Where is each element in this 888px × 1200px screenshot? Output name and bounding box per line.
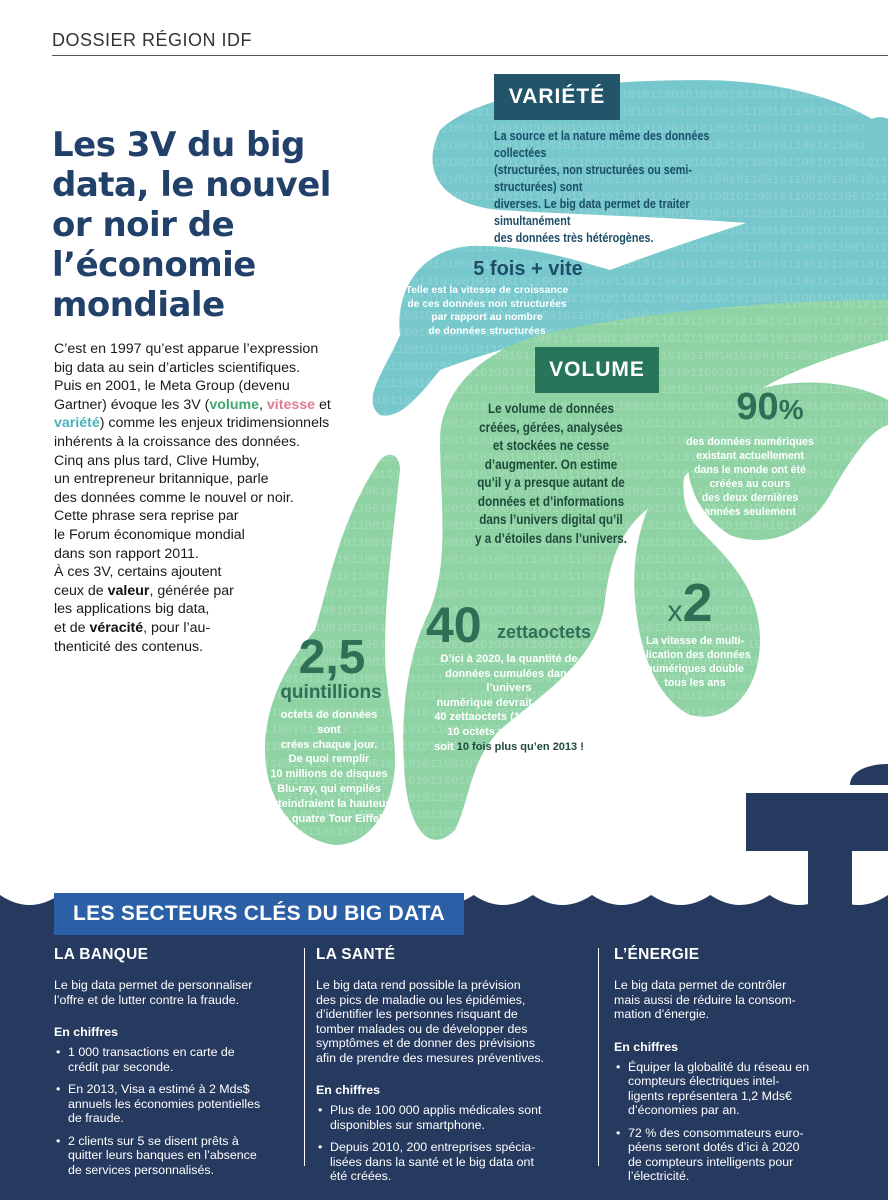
- intro-part-1: C’est en 1997 qu’est apparue l’expression big data au sein d’articles scientifiques. Puis en 2001, le Meta Group (devenu Gartner) évoque les 3V (: [54, 341, 319, 413]
- stat-25-number: 2,5: [298, 631, 366, 684]
- sector-energie-title: L’ÉNERGIE: [614, 946, 700, 963]
- keyword-volume: volume: [209, 396, 260, 413]
- list-item: • Depuis 2010, 200 entreprises spécia- lisées dans la santé et le big data ont été créées.: [316, 1140, 586, 1184]
- stat-90-number: [700, 386, 840, 429]
- stat-90-unit: %: [778, 394, 804, 425]
- stat-40-unit: zettaoctets: [497, 622, 592, 642]
- vitesse-title: 5 fois + vite: [473, 258, 583, 280]
- stat-x2-number: [640, 572, 740, 634]
- sector-energie-numbers-label: En chiffres: [614, 1039, 679, 1054]
- intro-sep-2: et: [318, 396, 331, 413]
- stat-x2-value: 2: [682, 573, 713, 633]
- keyword-variete: variété: [54, 415, 100, 432]
- sector-sante-title: LA SANTÉ: [316, 946, 396, 963]
- volume-label: VOLUME: [535, 347, 659, 393]
- stat-25-unit: quintillions: [280, 682, 382, 703]
- keyword-valeur: valeur: [107, 582, 150, 599]
- stat-40-body: D’ici à 2020, la quantité de données cumulées dans l’univers numérique devrait atteindre 40 zettaoctets (1 zettaoctet = 10 octets puissance 21) soit: [434, 653, 584, 753]
- column-divider: [304, 948, 305, 1166]
- intro-part-4: , pour l’au- thenticité des contenus.: [54, 619, 211, 655]
- stat-40-highlight: 10 fois plus qu’en 2013 !: [456, 740, 584, 753]
- stat-40-text: [424, 652, 594, 754]
- list-item: • Équiper la globalité du réseau en compteurs électriques intel- ligents représentera 1,2 Mds€ d’économies par an.: [614, 1060, 854, 1118]
- stat-x2-prefix: x: [667, 595, 683, 628]
- sector-energie: [614, 946, 854, 1192]
- vitesse-text: Telle est la vitesse de croissance de ces données non structurées par rapport au nombre de données structurées: [405, 285, 569, 337]
- column-divider: [598, 948, 599, 1166]
- list-item: • En 2013, Visa a estimé à 2 Mds$ annuels les économies potentielles de fraude.: [54, 1082, 294, 1126]
- intro-part-2: ) comme les enjeux tridimensionnels inhérents à la croissance des données. Cinq ans plus tard, Clive Humby, un entrepreneur britannique, parle des données comme le nouvel or noir. Cette phrase sera reprise par le Forum économique mondial dans son rapport 2011. À ces 3V, certains ajoutent ceux de: [54, 415, 330, 599]
- page-title: Les 3V du big data, le nouvel or noir de l’économie mondiale: [52, 125, 331, 325]
- sector-energie-lead: Le big data permet de contrôler mais aussi de réduire la consom- mation d’énergie.: [614, 978, 796, 1021]
- stat-25-text: octets de données sont crées chaque jour. De quoi remplir 10 millions de disques Blu-ray, qui empilés atteindraient la hauteur de quatre Tour Eiffel: [268, 709, 390, 825]
- sector-sante: [316, 946, 586, 1192]
- sector-banque-numbers-label: En chiffres: [54, 1025, 119, 1039]
- keyword-veracite: véracité: [89, 619, 144, 636]
- volume-text: Le volume de données créées, gérées, analysées et stockées ne cesse d’augmenter. On estime qu’il y a presque autant de données et d’informations dans l’univers digital qu’il y a d’étoiles dans l’univers.: [474, 401, 628, 546]
- variete-label: VARIÉTÉ: [494, 74, 620, 120]
- faucet-cap: [850, 764, 888, 785]
- sector-banque-title: LA BANQUE: [54, 946, 149, 963]
- stat-x2-text: La vitesse de multi- plication des données numériques double tous les ans: [639, 635, 751, 689]
- intro-paragraph: [54, 340, 354, 656]
- list-item: • 72 % des consommateurs euro- péens seront dotés d’ici à 2020 de compteurs intelligents pour l’électricité.: [614, 1126, 854, 1184]
- section-label: DOSSIER RÉGION IDF: [52, 30, 253, 50]
- sector-banque: [54, 946, 294, 1185]
- stat-40-number: 40: [426, 597, 482, 653]
- intro-sep-1: ,: [259, 396, 267, 413]
- list-item: • 1 000 transactions en carte de crédit par seconde.: [54, 1045, 294, 1074]
- keyword-vitesse: vitesse: [266, 396, 316, 413]
- sector-banque-lead: Le big data permet de personnaliser l’offre et de lutter contre la fraude.: [54, 978, 253, 1007]
- variete-text: La source et la nature même des données collectées (structurées, non structurées ou semi-structurées) sont diverses. Le big data permet de traiter simultanément des données très hétérogènes.: [494, 129, 710, 245]
- stat-90-value: 90: [736, 386, 779, 428]
- intro-part-3: , générée par les applications big data, et de: [54, 582, 234, 636]
- sectors-title: LES SECTEURS CLÉS DU BIG DATA: [54, 893, 464, 935]
- list-item: • 2 clients sur 5 se disent prêts à quitter leurs banques en l’absence de services personnalisés.: [54, 1134, 294, 1178]
- sector-sante-lead: Le big data rend possible la prévision des pics de maladie ou les épidémies, d’identifier les personnes risquant de tomber malades ou de développer des symptômes et de donner des prévisions afin de prendre des mesures préventives.: [316, 978, 544, 1065]
- sector-banque-list: [54, 1045, 294, 1177]
- sector-sante-numbers-label: En chiffres: [316, 1083, 381, 1097]
- faucet-body: [746, 793, 888, 851]
- sector-sante-list: [316, 1103, 586, 1184]
- sector-energie-list: [614, 1060, 854, 1184]
- list-item: • Plus de 100 000 applis médicales sont disponibles sur smartphone.: [316, 1103, 586, 1132]
- stat-90-text: des données numériques existant actuellement dans le monde ont été créées au cours des deux dernières années seulement: [686, 436, 814, 518]
